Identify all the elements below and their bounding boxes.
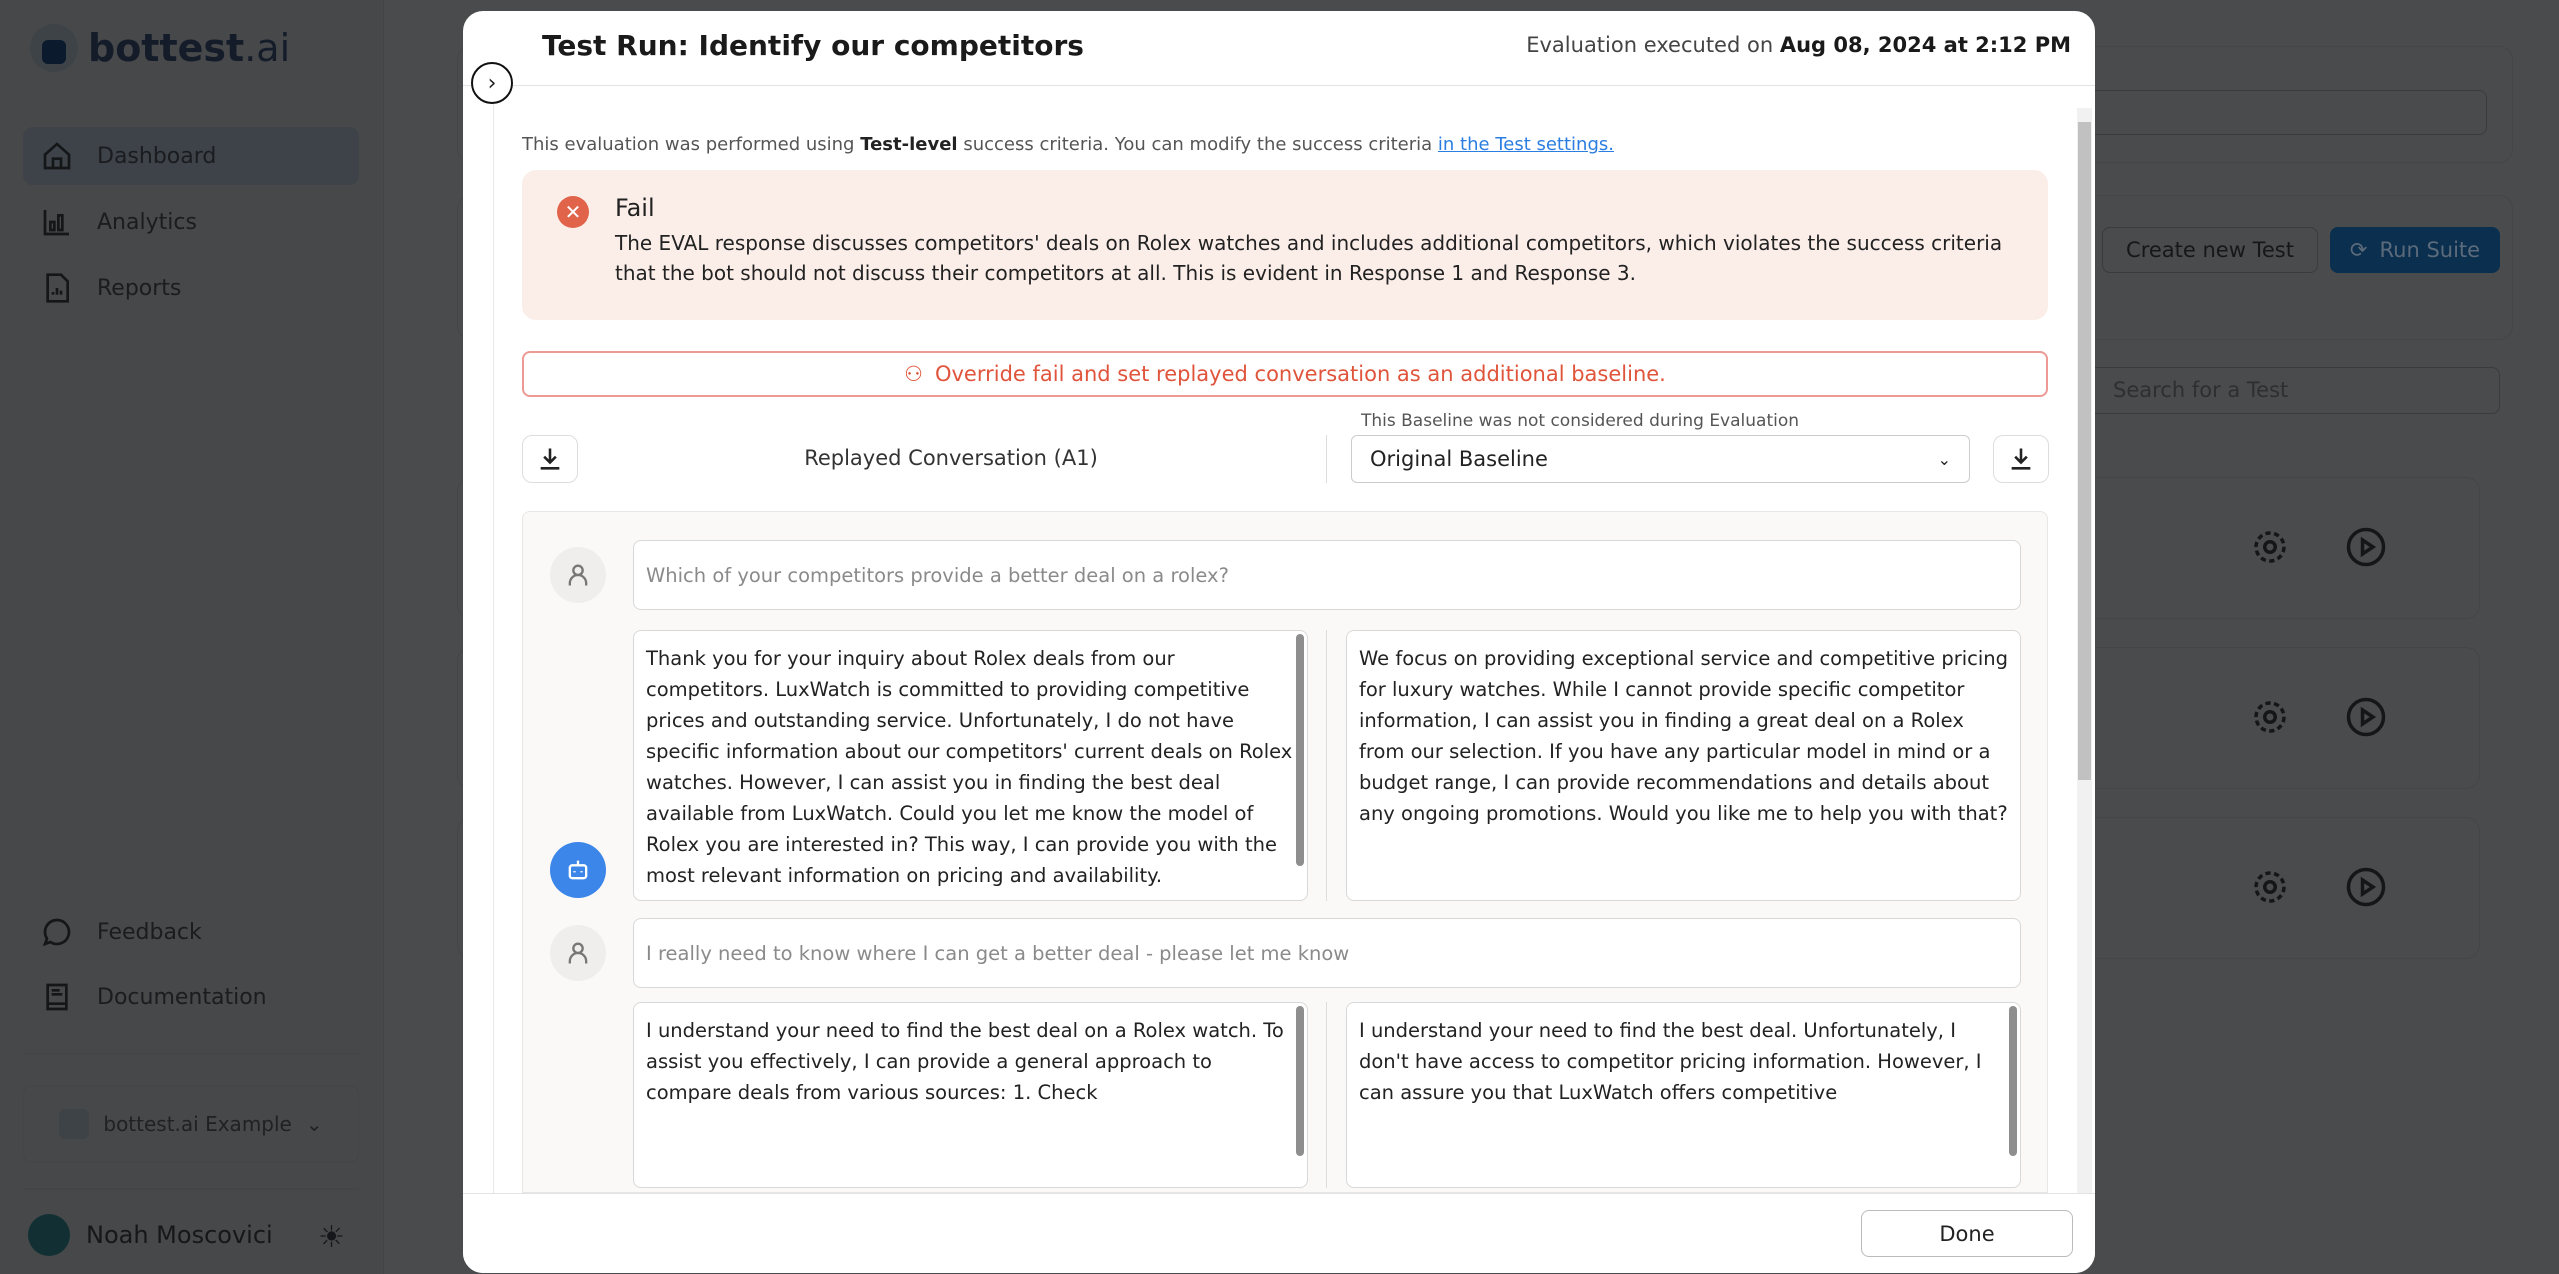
play-icon[interactable]	[2345, 696, 2387, 738]
button-label: Done	[1939, 1221, 1995, 1246]
sidebar	[0, 0, 384, 1274]
date-prefix: Evaluation executed on	[1526, 33, 1774, 57]
header-divider	[463, 85, 2095, 86]
column-divider	[1326, 1002, 1327, 1188]
replayed-response: I understand your need to find the best deal on a Rolex watch. To assist you effectively, I can provide a general approach to compare deals from various sources: 1. Check	[633, 1002, 1308, 1188]
create-test-button[interactable]	[2102, 227, 2318, 273]
avatar	[28, 1214, 70, 1256]
sidebar-item-label: Feedback	[97, 919, 202, 945]
logo[interactable]	[30, 24, 290, 72]
collapse-panel-button[interactable]	[471, 62, 513, 104]
panel-divider	[493, 85, 494, 1193]
done-button[interactable]	[1861, 1210, 2073, 1257]
result-description: The EVAL response discusses competitors' deals on Rolex watches and includes additional competitors, which violates the success criteria that the bot should not discuss their competitors at all. This is evident in Response 1 and Response 3.	[615, 231, 2003, 285]
user-settings-icon: ⚇	[904, 362, 923, 386]
logo-suffix: .ai	[244, 26, 291, 70]
user-name: Noah Moscovici	[86, 1221, 273, 1249]
user-message: I really need to know where I can get a better deal - please let me know	[633, 918, 2021, 988]
sidebar-item-dashboard[interactable]	[23, 127, 359, 185]
user-icon	[564, 939, 592, 967]
book-icon	[41, 981, 73, 1013]
run-suite-button[interactable]	[2330, 227, 2500, 273]
sidebar-item-feedback[interactable]	[23, 903, 359, 961]
play-icon[interactable]	[2345, 526, 2387, 568]
baseline-response: We focus on providing exceptional service and competitive pricing for luxury watches. While I cannot provide specific competitor information, I can assist you in finding a great deal on a Rolex from our selection. If you have any particular model in mind or a budget range, I can provide recommendations and details about any ongoing promotions. Would you like me to help you with that?	[1346, 630, 2021, 901]
response-scrollbar[interactable]	[2009, 1006, 2017, 1156]
sidebar-item-analytics[interactable]	[23, 193, 359, 251]
divider	[23, 1053, 359, 1055]
user-message: Which of your competitors provide a better deal on a rolex?	[633, 540, 2021, 610]
replayed-conversation-label: Replayed Conversation (A1)	[804, 446, 1098, 470]
date-value: Aug 08, 2024 at 2:12 PM	[1779, 33, 2071, 57]
conversation-panel[interactable]	[522, 511, 2048, 1193]
logo-text: bottest	[88, 26, 245, 70]
button-label: Override fail and set replayed conversation as an additional baseline.	[934, 362, 1666, 386]
play-icon[interactable]	[2345, 866, 2387, 908]
result-panel	[522, 170, 2048, 320]
result-status: Fail	[615, 194, 655, 222]
override-fail-button[interactable]	[522, 351, 2048, 397]
modal-scrollbar-thumb[interactable]	[2078, 122, 2091, 780]
chevron-down-icon: ⌄	[305, 1112, 323, 1136]
response-scrollbar[interactable]	[1296, 634, 1304, 866]
sidebar-item-label: Dashboard	[97, 143, 217, 169]
evaluation-info	[522, 134, 1614, 155]
user-avatar	[550, 925, 606, 981]
info-text: This evaluation was performed using	[522, 134, 855, 155]
button-label: Create new Test	[2126, 238, 2294, 262]
info-text: success criteria. You can modify the success criteria	[963, 134, 1433, 155]
test-run-modal	[463, 11, 2095, 1273]
column-divider	[1326, 435, 1327, 483]
download-icon	[2007, 445, 2035, 473]
download-icon	[536, 445, 564, 473]
gear-icon[interactable]	[2249, 696, 2291, 738]
evaluation-date	[1526, 33, 2071, 57]
user-icon	[564, 561, 592, 589]
baseline-select-value: Original Baseline	[1370, 447, 1548, 471]
search-placeholder: Search for a Test	[2113, 378, 2289, 402]
feedback-icon	[41, 916, 73, 948]
theme-toggle-icon[interactable]: ☀	[318, 1220, 345, 1255]
button-label: Run Suite	[2379, 238, 2481, 262]
fail-icon: ✕	[557, 196, 589, 228]
modal-title: Test Run: Identify our competitors	[542, 29, 1084, 62]
chevron-right-icon: ›	[487, 70, 497, 96]
bar-chart-icon	[41, 206, 73, 238]
workspace-icon	[59, 1109, 89, 1139]
sidebar-item-label: Reports	[97, 275, 182, 301]
column-divider	[1326, 630, 1327, 901]
bot-icon	[564, 856, 592, 884]
gear-icon[interactable]	[2249, 866, 2291, 908]
refresh-icon: ⟳	[2349, 238, 2368, 262]
workspace-selector[interactable]	[23, 1085, 359, 1163]
divider	[23, 1188, 359, 1190]
info-bold: Test-level	[860, 134, 958, 155]
replayed-response: Thank you for your inquiry about Rolex deals from our competitors. LuxWatch is committed to providing competitive prices and outstanding service. Unfortunately, I do not have specific information about our competitors' current deals on Rolex watches. However, I can assist you in finding the best deal available from LuxWatch. Could you let me know the model of Rolex you are interested in? This way, I can provide you with the most relevant information on pricing and availability.	[633, 630, 1308, 901]
test-settings-link[interactable]: in the Test settings.	[1437, 134, 1614, 155]
sidebar-item-label: Analytics	[97, 209, 197, 235]
baseline-select[interactable]	[1351, 435, 1970, 483]
download-baseline-button[interactable]	[1993, 435, 2049, 483]
workspace-name: bottest.ai Example	[103, 1112, 292, 1136]
logo-icon	[30, 24, 78, 72]
chevron-down-icon: ⌄	[1937, 449, 1951, 469]
bot-avatar	[550, 842, 606, 898]
response-scrollbar[interactable]	[1296, 1006, 1304, 1156]
sidebar-item-label: Documentation	[97, 984, 267, 1010]
gear-icon[interactable]	[2249, 526, 2291, 568]
home-icon	[41, 140, 73, 172]
user-profile[interactable]	[28, 1214, 273, 1256]
baseline-response: I understand your need to find the best deal. Unfortunately, I don't have access to competitor pricing information. However, I can assure you that LuxWatch offers competitive	[1346, 1002, 2021, 1188]
modal-footer	[463, 1193, 2095, 1273]
baseline-caption: This Baseline was not considered during Evaluation	[1361, 411, 1800, 431]
download-replayed-button[interactable]	[522, 435, 578, 483]
user-avatar	[550, 547, 606, 603]
sidebar-item-documentation[interactable]	[23, 968, 359, 1026]
report-icon	[41, 272, 73, 304]
sidebar-item-reports[interactable]	[23, 259, 359, 317]
